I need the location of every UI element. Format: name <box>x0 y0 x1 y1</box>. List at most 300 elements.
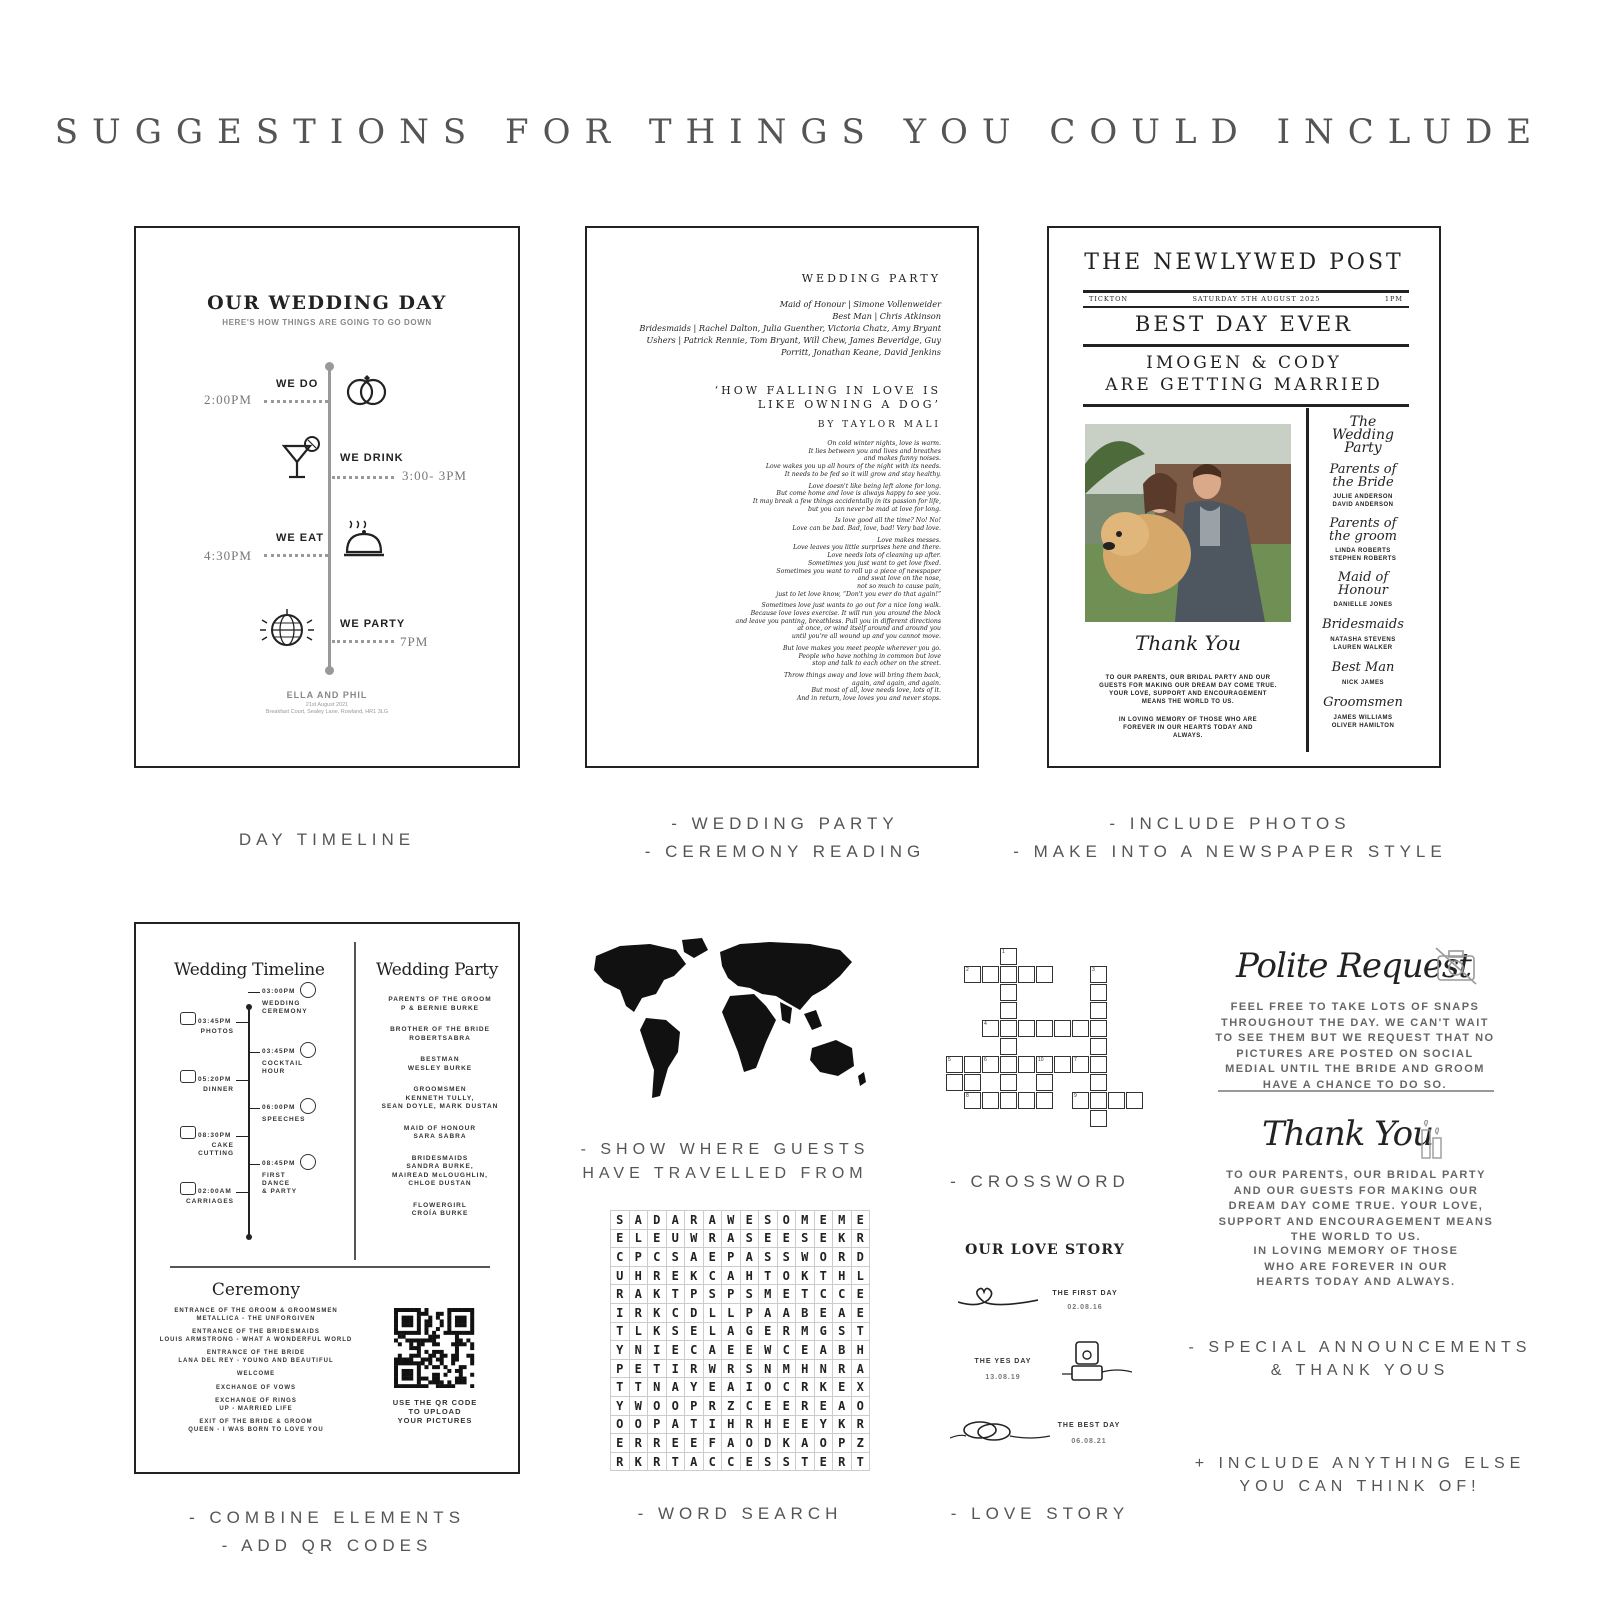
word-search-cell[interactable]: H <box>630 1267 649 1286</box>
role-script: The Wedding Party <box>1332 414 1394 456</box>
word-search-cell[interactable]: E <box>852 1211 871 1230</box>
word-search-cell[interactable]: E <box>704 1378 723 1397</box>
word-search-cell[interactable]: D <box>759 1434 778 1453</box>
word-search-cell[interactable]: E <box>815 1211 834 1230</box>
word-search-cell[interactable]: T <box>796 1285 815 1304</box>
crossword-cell[interactable] <box>1054 1020 1071 1037</box>
crossword-cell[interactable] <box>1000 1002 1017 1019</box>
word-search-cell[interactable]: C <box>704 1267 723 1286</box>
word-search-cell[interactable]: T <box>611 1323 630 1342</box>
crossword-cell[interactable] <box>1126 1092 1143 1109</box>
poem-line: at once, or wind itself around and around you <box>797 625 941 633</box>
word-search-cell[interactable]: T <box>852 1453 871 1472</box>
word-search-cell[interactable]: T <box>611 1378 630 1397</box>
word-search-cell[interactable]: N <box>648 1378 667 1397</box>
word-search-cell[interactable]: S <box>759 1248 778 1267</box>
word-search-cell[interactable]: C <box>685 1341 704 1360</box>
caption-line: - MAKE INTO A NEWSPAPER STYLE <box>1013 842 1447 861</box>
word-search-cell[interactable]: E <box>630 1360 649 1379</box>
word-search-cell[interactable]: P <box>722 1248 741 1267</box>
love-story-item-date: 06.08.21 <box>1071 1438 1107 1445</box>
word-search-cell[interactable]: F <box>704 1434 723 1453</box>
word-search-cell[interactable]: O <box>778 1267 797 1286</box>
word-search-cell[interactable]: X <box>852 1378 871 1397</box>
word-search-cell[interactable]: S <box>667 1248 686 1267</box>
word-search-cell[interactable]: A <box>833 1397 852 1416</box>
caption-wedding-party <box>575 810 995 866</box>
word-search-cell[interactable]: R <box>796 1378 815 1397</box>
mini-event-time: 03:45PM <box>198 1018 232 1025</box>
love-story-item-date: 13.08.19 <box>985 1374 1021 1381</box>
word-search-cell[interactable]: E <box>648 1230 667 1249</box>
word-search-cell[interactable]: A <box>722 1434 741 1453</box>
word-search-cell[interactable]: S <box>759 1211 778 1230</box>
word-search-cell[interactable]: L <box>704 1323 723 1342</box>
crossword-number: 1 <box>1002 949 1005 955</box>
word-search-cell[interactable]: E <box>815 1230 834 1249</box>
crossword-cell[interactable] <box>1090 1074 1107 1091</box>
crossword-cell[interactable] <box>1090 1038 1107 1055</box>
word-search-cell[interactable]: S <box>778 1248 797 1267</box>
event-time-we-drink: 3:00- 3PM <box>402 468 467 483</box>
word-search-cell[interactable]: S <box>667 1323 686 1342</box>
word-search-cell[interactable]: K <box>796 1267 815 1286</box>
word-search-cell[interactable]: C <box>833 1285 852 1304</box>
word-search-cell[interactable]: T <box>685 1416 704 1435</box>
role-script: Best Man <box>1331 660 1395 675</box>
word-search-cell[interactable]: M <box>759 1285 778 1304</box>
word-search-cell[interactable]: D <box>685 1304 704 1323</box>
car-icon <box>180 1182 196 1195</box>
crossword-cell[interactable] <box>1090 984 1107 1001</box>
crossword-cell[interactable] <box>1000 1038 1017 1055</box>
word-search-cell[interactable]: A <box>722 1378 741 1397</box>
word-search-cell[interactable]: E <box>685 1434 704 1453</box>
reading-author: BY TAYLOR MALI <box>817 420 941 430</box>
word-search-cell[interactable]: E <box>778 1230 797 1249</box>
word-search-cell[interactable]: A <box>778 1304 797 1323</box>
word-search-cell[interactable]: T <box>852 1323 871 1342</box>
word-search-cell[interactable]: O <box>630 1416 649 1435</box>
rule <box>1083 290 1409 293</box>
word-search-cell[interactable]: I <box>741 1378 760 1397</box>
word-search-cell[interactable]: R <box>685 1211 704 1230</box>
mini-event-label: DINNER <box>203 1086 234 1093</box>
word-search-cell[interactable]: R <box>796 1397 815 1416</box>
word-search-cell[interactable]: S <box>796 1230 815 1249</box>
love-story-item-label: THE YES DAY <box>974 1358 1032 1365</box>
word-search-cell[interactable]: A <box>667 1416 686 1435</box>
crossword-cell[interactable] <box>982 966 999 983</box>
word-search-cell[interactable]: O <box>815 1248 834 1267</box>
word-search-cell[interactable]: E <box>759 1230 778 1249</box>
crossword-number: 2 <box>966 967 969 973</box>
crossword-cell[interactable] <box>1000 966 1017 983</box>
word-search-cell[interactable]: C <box>778 1378 797 1397</box>
word-search-cell[interactable]: A <box>759 1304 778 1323</box>
word-search-cell[interactable]: S <box>741 1230 760 1249</box>
word-search-cell[interactable]: L <box>852 1267 871 1286</box>
crossword-cell[interactable] <box>1018 1020 1035 1037</box>
word-search-cell[interactable]: U <box>667 1230 686 1249</box>
poem-line: but you can never be mad at love for long. <box>807 505 941 513</box>
word-search-cell[interactable]: C <box>648 1248 667 1267</box>
word-search-cell[interactable]: A <box>630 1211 649 1230</box>
word-search-cell[interactable]: G <box>815 1323 834 1342</box>
word-search-cell[interactable]: E <box>852 1304 871 1323</box>
word-search-cell[interactable]: H <box>722 1416 741 1435</box>
ceremony-title: Ceremony <box>211 1280 301 1300</box>
word-search-cell[interactable]: M <box>778 1360 797 1379</box>
word-search-cell[interactable]: D <box>852 1248 871 1267</box>
crossword-cell[interactable] <box>964 1074 981 1091</box>
word-search-cell[interactable]: A <box>685 1248 704 1267</box>
crossword-cell[interactable] <box>1000 1020 1017 1037</box>
word-search-cell[interactable]: R <box>833 1360 852 1379</box>
word-search-cell[interactable]: O <box>648 1397 667 1416</box>
word-search-cell[interactable]: A <box>722 1267 741 1286</box>
party-role: GROOMSMEN <box>413 1086 467 1093</box>
crossword-cell[interactable] <box>1108 1092 1125 1109</box>
word-search-cell[interactable]: D <box>648 1211 667 1230</box>
word-search-cell[interactable]: E <box>685 1323 704 1342</box>
word-search-cell[interactable]: S <box>741 1360 760 1379</box>
word-search-cell[interactable]: W <box>704 1360 723 1379</box>
word-search-cell[interactable]: E <box>667 1434 686 1453</box>
word-search-cell[interactable]: Z <box>852 1434 871 1453</box>
word-search-cell[interactable]: R <box>741 1416 760 1435</box>
crossword-cell[interactable] <box>1036 966 1053 983</box>
word-search-cell[interactable]: E <box>741 1211 760 1230</box>
word-search-cell[interactable]: A <box>667 1211 686 1230</box>
word-search-cell[interactable]: W <box>722 1211 741 1230</box>
word-search-cell[interactable]: T <box>667 1285 686 1304</box>
word-search-cell[interactable]: K <box>648 1304 667 1323</box>
crossword-cell[interactable] <box>1090 1056 1107 1073</box>
word-search-cell[interactable]: E <box>796 1341 815 1360</box>
poem-line: Love wakes you up all hours of the night with its needs. <box>765 463 941 471</box>
word-search-cell[interactable]: L <box>704 1304 723 1323</box>
poem-line: It may break a few things accidentally in its passion for life, <box>752 497 941 505</box>
word-search-cell[interactable]: T <box>667 1453 686 1472</box>
word-search-cell[interactable]: K <box>648 1285 667 1304</box>
crossword-cell[interactable] <box>1018 1092 1035 1109</box>
word-search-cell[interactable]: A <box>796 1434 815 1453</box>
word-search-cell[interactable]: P <box>833 1434 852 1453</box>
word-search-cell[interactable]: E <box>815 1397 834 1416</box>
word-search-cell[interactable]: E <box>611 1230 630 1249</box>
word-search-cell[interactable]: L <box>630 1230 649 1249</box>
party-lines <box>611 298 941 358</box>
crossword-cell[interactable] <box>1090 1020 1107 1037</box>
word-search-cell[interactable]: H <box>796 1360 815 1379</box>
word-search-cell[interactable]: E <box>759 1397 778 1416</box>
word-search-cell[interactable]: E <box>815 1453 834 1472</box>
timeline-card <box>134 226 520 768</box>
word-search-cell[interactable]: E <box>759 1323 778 1342</box>
combo-timeline-title: Wedding Timeline <box>174 960 325 980</box>
crossword-cell[interactable] <box>982 1092 999 1109</box>
caption-line: DAY TIMELINE <box>238 830 416 849</box>
poem-line: Sometimes you just want to get love fixed. <box>807 559 941 567</box>
word-search-cell[interactable]: R <box>778 1323 797 1342</box>
crossword-cell[interactable] <box>946 1074 963 1091</box>
word-search-cell[interactable]: W <box>685 1230 704 1249</box>
role-names: JAMES WILLIAMS OLIVER HAMILTON <box>1331 715 1395 729</box>
caption-line: + INCLUDE ANYTHING ELSE <box>1194 1455 1526 1472</box>
word-search-cell[interactable]: W <box>796 1248 815 1267</box>
mini-event-time: 06:00PM <box>262 1104 296 1111</box>
mini-axis-dot <box>246 1004 252 1010</box>
word-search-cell[interactable]: O <box>611 1416 630 1435</box>
word-search-cell[interactable]: R <box>630 1304 649 1323</box>
word-search-cell[interactable]: A <box>704 1341 723 1360</box>
word-search-cell[interactable]: E <box>852 1285 871 1304</box>
event-time-we-do: 2:00PM <box>204 392 252 407</box>
caption-love-story <box>930 1500 1150 1528</box>
polite-request-title: Polite Request <box>1236 946 1471 986</box>
word-search-cell[interactable]: Y <box>611 1341 630 1360</box>
party-role: PARENTS OF THE GROOM <box>388 996 492 1003</box>
word-search-cell[interactable]: A <box>852 1360 871 1379</box>
word-search-cell[interactable]: C <box>722 1453 741 1472</box>
word-search-cell[interactable]: O <box>778 1211 797 1230</box>
poem-line: On cold winter nights, love is warm. <box>827 440 941 447</box>
word-search-cell[interactable]: E <box>667 1267 686 1286</box>
word-search-cell[interactable]: A <box>741 1248 760 1267</box>
heart-line-icon <box>958 1282 1038 1310</box>
word-search-cell[interactable]: K <box>685 1267 704 1286</box>
announcements-divider <box>1218 1090 1494 1092</box>
word-search-cell[interactable]: M <box>833 1211 852 1230</box>
subheadline-line: ARE GETTING MARRIED <box>1105 375 1383 395</box>
event-time-we-party: 7PM <box>400 634 429 649</box>
crossword-cell[interactable] <box>1090 1110 1107 1127</box>
word-search-cell[interactable]: R <box>704 1230 723 1249</box>
word-search-cell[interactable]: L <box>722 1304 741 1323</box>
word-search-cell[interactable]: E <box>611 1434 630 1453</box>
word-search-cell[interactable]: R <box>630 1434 649 1453</box>
word-search-cell[interactable]: K <box>815 1378 834 1397</box>
role-names: NICK JAMES <box>1341 680 1384 686</box>
word-search-cell[interactable]: Y <box>611 1397 630 1416</box>
word-search-cell[interactable]: I <box>667 1360 686 1379</box>
word-search-cell[interactable]: R <box>648 1267 667 1286</box>
word-search-cell[interactable]: Y <box>815 1416 834 1435</box>
word-search-cell[interactable]: N <box>630 1341 649 1360</box>
poem-line: Sometimes love just wants to go out for a nice long walk. <box>761 602 941 610</box>
word-search-cell[interactable]: C <box>611 1248 630 1267</box>
word-search-cell[interactable]: Z <box>722 1397 741 1416</box>
word-search-cell[interactable]: K <box>778 1434 797 1453</box>
word-search-cell[interactable]: E <box>778 1416 797 1435</box>
word-search-cell[interactable]: I <box>704 1416 723 1435</box>
word-search-cell[interactable]: N <box>759 1360 778 1379</box>
word-search-cell[interactable]: R <box>704 1397 723 1416</box>
word-search-cell[interactable]: R <box>833 1453 852 1472</box>
word-search-cell[interactable]: R <box>852 1416 871 1435</box>
word-search-cell[interactable]: O <box>667 1397 686 1416</box>
crossword-grid <box>946 944 1146 1134</box>
word-search-cell[interactable]: A <box>722 1230 741 1249</box>
word-search-cell[interactable]: H <box>833 1267 852 1286</box>
rule <box>1083 344 1409 347</box>
word-search-cell[interactable]: R <box>685 1360 704 1379</box>
combo-party-title: Wedding Party <box>376 960 499 980</box>
word-search-cell[interactable]: H <box>741 1267 760 1286</box>
crossword-cell[interactable] <box>1036 1020 1053 1037</box>
word-search-cell[interactable]: A <box>722 1323 741 1342</box>
word-search-cell[interactable]: U <box>611 1267 630 1286</box>
word-search-cell[interactable]: N <box>815 1360 834 1379</box>
word-search-cell[interactable]: E <box>741 1341 760 1360</box>
event-label-we-eat: WE EAT <box>276 532 324 544</box>
word-search-cell[interactable]: K <box>648 1323 667 1342</box>
crossword-cell[interactable] <box>1018 1056 1035 1073</box>
word-search-cell[interactable]: R <box>648 1453 667 1472</box>
word-search-cell[interactable]: C <box>741 1397 760 1416</box>
word-search-cell[interactable]: T <box>815 1267 834 1286</box>
word-search-cell[interactable]: P <box>611 1360 630 1379</box>
caption-line: - CROSSWORD <box>950 1172 1130 1191</box>
word-search-cell[interactable]: K <box>833 1230 852 1249</box>
word-search-cell[interactable]: E <box>778 1397 797 1416</box>
crossword-cell[interactable] <box>1000 1092 1017 1109</box>
crossword-cell[interactable] <box>1000 1056 1017 1073</box>
timeline-axis-bottom-dot <box>325 666 334 675</box>
mini-event-label: CARRIAGES <box>185 1198 234 1205</box>
crossword-cell[interactable] <box>1018 966 1035 983</box>
word-search-cell[interactable]: K <box>833 1416 852 1435</box>
word-search-cell[interactable]: O <box>741 1434 760 1453</box>
word-search-cell[interactable]: R <box>611 1453 630 1472</box>
crossword-cell[interactable] <box>1072 1020 1089 1037</box>
party-line: Maid of Honour | Simone Vollenweider <box>779 299 941 309</box>
word-search-cell[interactable]: L <box>630 1323 649 1342</box>
crossword-cell[interactable] <box>1090 1092 1107 1109</box>
word-search-cell[interactable]: E <box>741 1453 760 1472</box>
word-search-cell[interactable]: C <box>815 1285 834 1304</box>
word-search-cell[interactable]: P <box>630 1248 649 1267</box>
word-search-cell[interactable]: S <box>741 1285 760 1304</box>
crossword-cell[interactable] <box>1036 1074 1053 1091</box>
word-search-cell[interactable]: S <box>704 1285 723 1304</box>
word-search-cell[interactable]: I <box>648 1341 667 1360</box>
word-search-cell[interactable]: A <box>833 1304 852 1323</box>
word-search-cell[interactable]: E <box>796 1416 815 1435</box>
wedding-rings-icon <box>950 1414 1050 1446</box>
word-search-cell[interactable]: A <box>815 1341 834 1360</box>
timeline-axis-top-dot <box>325 362 334 371</box>
reading-poem <box>611 440 941 703</box>
word-search-cell[interactable]: E <box>704 1248 723 1267</box>
crossword-cell[interactable] <box>1000 1074 1017 1091</box>
word-search-cell[interactable]: E <box>778 1285 797 1304</box>
crossword-cell[interactable] <box>1054 1056 1071 1073</box>
word-search-cell[interactable]: B <box>796 1304 815 1323</box>
wedding-venue: Breakfast Court, Sealey Lane, Rowland, HR1 3LG <box>265 709 389 715</box>
mini-event-label: COCKTAIL HOUR <box>262 1060 304 1075</box>
word-search-cell[interactable]: C <box>778 1341 797 1360</box>
word-search-cell[interactable]: R <box>722 1360 741 1379</box>
crossword-cell[interactable] <box>1000 984 1017 1001</box>
word-search-cell[interactable]: I <box>611 1304 630 1323</box>
word-search-cell[interactable]: H <box>852 1341 871 1360</box>
word-search-cell[interactable]: T <box>759 1267 778 1286</box>
word-search-cell[interactable]: W <box>759 1341 778 1360</box>
mini-timeline-axis <box>248 1006 250 1238</box>
word-search-cell[interactable]: T <box>648 1360 667 1379</box>
word-search-cell[interactable]: R <box>852 1230 871 1249</box>
poem-line: Love leaves you little surprises here and there. <box>793 544 941 552</box>
ceremony-item: EXIT OF THE BRIDE & GROOM QUEEN - I WAS BORN TO LOVE YOU <box>188 1419 324 1433</box>
rule <box>1083 306 1409 308</box>
word-search-cell[interactable]: P <box>685 1285 704 1304</box>
word-search-cell[interactable]: A <box>685 1453 704 1472</box>
word-search-cell[interactable]: K <box>630 1453 649 1472</box>
word-search-cell[interactable]: C <box>704 1453 723 1472</box>
word-search-cell[interactable]: P <box>685 1397 704 1416</box>
party-heading: WEDDING PARTY <box>801 272 941 285</box>
camera-icon <box>180 1012 196 1025</box>
word-search-cell[interactable]: A <box>630 1285 649 1304</box>
crossword-number: 7 <box>1074 1057 1077 1063</box>
word-search-cell[interactable]: S <box>759 1453 778 1472</box>
word-search-cell[interactable]: S <box>778 1453 797 1472</box>
word-search-cell[interactable]: O <box>759 1378 778 1397</box>
role-names: DANIELLE JONES <box>1333 602 1393 608</box>
word-search-cell[interactable]: M <box>796 1211 815 1230</box>
timeline-subtitle: HERE'S HOW THINGS ARE GOING TO GO DOWN <box>222 318 432 327</box>
word-search-cell[interactable]: C <box>667 1304 686 1323</box>
word-search-cell[interactable]: P <box>648 1416 667 1435</box>
word-search-cell[interactable]: R <box>611 1285 630 1304</box>
word-search-cell[interactable]: W <box>630 1397 649 1416</box>
word-search-cell[interactable]: E <box>833 1378 852 1397</box>
word-search-cell[interactable]: G <box>741 1323 760 1342</box>
word-search-cell[interactable]: O <box>815 1434 834 1453</box>
word-search-cell[interactable]: B <box>833 1341 852 1360</box>
word-search-cell[interactable]: T <box>796 1453 815 1472</box>
ceremony-item: EXCHANGE OF VOWS <box>215 1384 296 1391</box>
rings-icon <box>344 372 390 408</box>
word-search-cell[interactable]: R <box>833 1248 852 1267</box>
newspaper-subheadline <box>1049 352 1439 396</box>
word-search-cell[interactable]: P <box>741 1304 760 1323</box>
word-search-cell[interactable]: E <box>667 1341 686 1360</box>
word-search-cell[interactable]: T <box>630 1378 649 1397</box>
page-title: SUGGESTIONS FOR THINGS YOU COULD INCLUDE <box>54 112 1546 152</box>
cloche-icon <box>342 520 388 562</box>
word-search-cell[interactable]: A <box>704 1211 723 1230</box>
word-search-cell[interactable]: M <box>796 1323 815 1342</box>
word-search-cell[interactable]: E <box>815 1304 834 1323</box>
word-search-cell[interactable]: A <box>667 1378 686 1397</box>
word-search-cell[interactable]: Y <box>685 1378 704 1397</box>
word-search-cell[interactable]: O <box>852 1397 871 1416</box>
crossword-cell[interactable] <box>1090 1002 1107 1019</box>
word-search-cell[interactable]: R <box>648 1434 667 1453</box>
party-line: Ushers | Patrick Rennie, Tom Bryant, Will Chew, James Beveridge, Guy <box>646 335 941 345</box>
wedding-party-sidebar <box>1311 416 1415 730</box>
word-search-cell[interactable]: S <box>833 1323 852 1342</box>
crossword-cell[interactable] <box>1036 1092 1053 1109</box>
word-search-cell[interactable]: S <box>611 1211 630 1230</box>
crossword-cell[interactable] <box>964 1056 981 1073</box>
word-search-cell[interactable]: H <box>759 1416 778 1435</box>
word-search-cell[interactable]: P <box>722 1285 741 1304</box>
word-search-cell[interactable]: E <box>722 1341 741 1360</box>
